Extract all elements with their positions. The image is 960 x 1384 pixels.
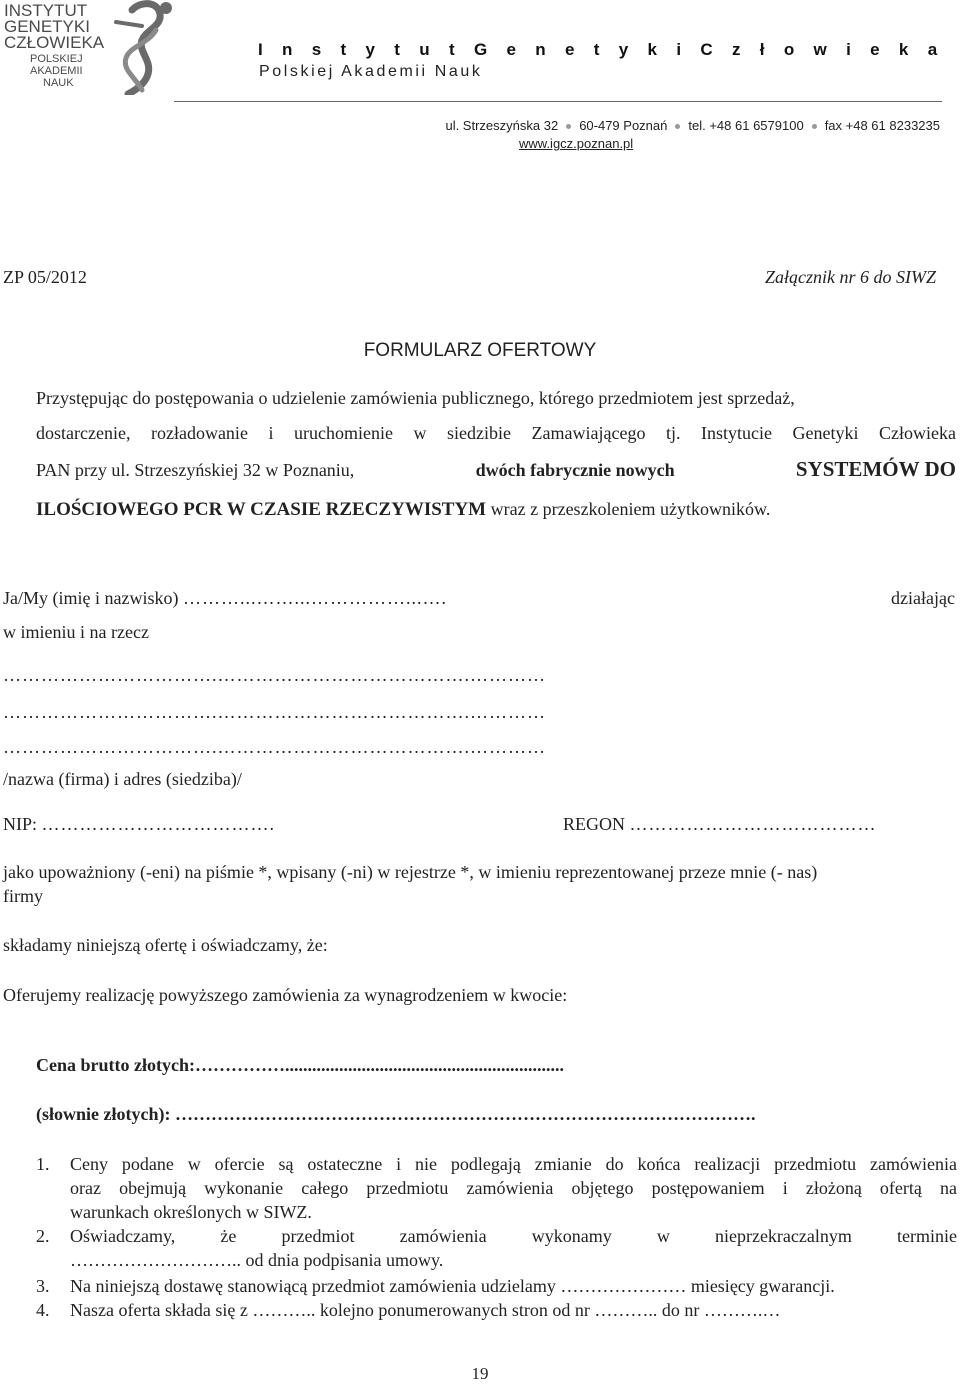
logo-line-3: CZŁOWIEKA <box>4 33 105 52</box>
list-number-2: 2. <box>36 1226 50 1246</box>
address-line <box>445 118 940 133</box>
name-dots[interactable]: ………...……...……………...…. <box>182 588 447 608</box>
intro-systems: SYSTEMÓW DO <box>795 457 956 481</box>
bullet-separator <box>675 124 680 129</box>
institute-subtitle: Polskiej Akademii Nauk <box>259 63 483 80</box>
institute-logo <box>0 0 180 95</box>
logo-line-4: POLSKIEJ <box>30 53 83 65</box>
list-item-1-line-3: warunkach określonych w SIWZ. <box>70 1202 312 1222</box>
name-label: Ja/My (imię i nazwisko) <box>3 588 179 608</box>
intro-line-2: dostarczenie, rozładowanie i uruchomienie w siedzibie Zamawiającego tj. Instytucie Genetyki Człowieka <box>36 423 956 443</box>
price-words <box>36 1104 755 1125</box>
logo-line-6: NAUK <box>43 77 74 89</box>
nip-field <box>3 814 275 835</box>
on-behalf-label: w imieniu i na rzecz <box>3 622 149 642</box>
regon-field <box>563 814 877 835</box>
company-label: /nazwa (firma) i adres (siedziba)/ <box>3 769 242 789</box>
list-number-1: 1. <box>36 1154 50 1174</box>
phone-number: tel. +48 61 6579100 <box>688 118 804 133</box>
street-address: ul. Strzeszyńska 32 <box>445 118 559 133</box>
intro-line-4 <box>36 499 960 521</box>
intro-pcr: ILOŚCIOWEGO PCR W CZASIE RZECZYWISTYM <box>36 499 487 520</box>
list-item-4-line-1[interactable]: Nasza oferta składa się z ……….. kolejno ponumerowanych stron od nr ……….. do nr ……….… <box>70 1300 781 1320</box>
authorized-line-1: jako upoważniony (-eni) na piśmie *, wpisany (-ni) w rejestrze *, w imieniu reprezentowanej przeze mnie (- nas) <box>3 862 818 882</box>
list-item-2-line-2[interactable]: ……………………….. od dnia podpisania umowy. <box>70 1250 444 1270</box>
acting-label: działając <box>891 588 955 608</box>
company-fill-line-2[interactable]: …………………………….………………………………….………… <box>3 702 546 722</box>
list-item-1-line-2: oraz obejmują wykonanie całego przedmiotu zamówienia objętego postępowaniem i złożoną ofertą na <box>70 1178 957 1198</box>
intro-new-devices: dwóch fabrycznie nowych <box>475 460 675 480</box>
list-number-4: 4. <box>36 1300 50 1320</box>
logo-line-5: AKADEMII <box>30 65 83 77</box>
intro-line-3 <box>36 457 956 482</box>
procedure-reference: ZP 05/2012 <box>3 267 87 287</box>
price-words-label: (słownie złotych): <box>36 1104 171 1124</box>
logo-line-1: INSTYTUT <box>4 1 88 20</box>
company-fill-line-1[interactable]: …………………………….………………………………….………… <box>3 665 546 685</box>
intro-line-1: Przystępując do postępowania o udzielenie zamówienia publicznego, którego przedmiotem jest sprzedaż, <box>36 388 795 408</box>
nip-label: NIP: <box>3 814 38 834</box>
postal-city: 60-479 Poznań <box>579 118 668 133</box>
list-item-3-line-1[interactable]: Na niniejszą dostawę stanowiącą przedmiot zamówienia udzielamy ………………… miesięcy gwarancji. <box>70 1276 835 1296</box>
company-fill-line-3[interactable]: …………………………….………………………………….………… <box>3 737 546 757</box>
price-gross[interactable]: Cena brutto złotych:…………….............................................................. <box>36 1055 564 1075</box>
institute-name: I n s t y t u t G e n e t y k i C z ł o w i e k a <box>258 40 945 59</box>
logo-line-2: GENETYKI <box>4 17 90 36</box>
annex-label: Załącznik nr 6 do SIWZ <box>765 267 936 287</box>
dna-figure-icon <box>112 0 174 95</box>
page-number: 19 <box>471 1364 489 1383</box>
authorized-line-2: firmy <box>3 886 43 906</box>
intro-address: PAN przy ul. Strzeszyńskiej 32 w Poznaniu, <box>36 460 355 480</box>
regon-label: REGON <box>563 814 625 834</box>
bullet-separator <box>812 124 817 129</box>
list-item-1-line-1: Ceny podane w ofercie są ostateczne i nie podlegają zmianie do końca realizacji przedmiotu zamówienia <box>70 1154 957 1174</box>
header-divider <box>174 101 942 102</box>
list-number-3: 3. <box>36 1276 50 1296</box>
intro-training: wraz z przeszkoleniem użytkowników. <box>490 499 771 519</box>
list-item-2-line-1: Oświadczamy, że przedmiot zamówienia wykonamy w nieprzekraczalnym terminie <box>70 1226 957 1246</box>
submit-statement: składamy niniejszą ofertę i oświadczamy, że: <box>3 935 328 955</box>
fax-number: fax +48 61 8233235 <box>824 118 940 133</box>
price-words-dots[interactable]: ……………………………………………………………………………………. <box>174 1104 756 1124</box>
offer-statement: Oferujemy realizację powyższego zamówienia za wynagrodzeniem w kwocie: <box>3 985 568 1005</box>
bullet-separator <box>566 124 571 129</box>
regon-dots[interactable]: ………………………………… <box>629 814 877 834</box>
name-field <box>3 588 955 609</box>
form-title: FORMULARZ OFERTOWY <box>363 340 597 361</box>
website-link[interactable]: www.igcz.poznan.pl <box>519 136 634 151</box>
nip-dots[interactable]: ………………………………. <box>41 814 276 834</box>
